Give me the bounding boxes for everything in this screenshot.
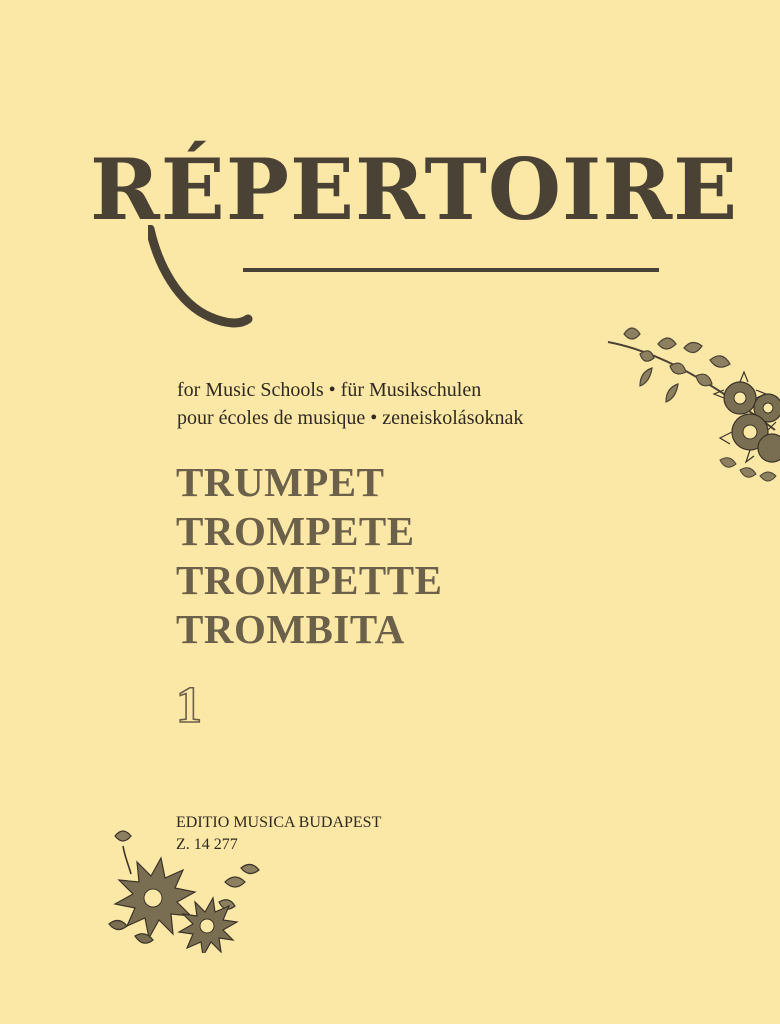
instrument-name: TROMBITA — [176, 606, 405, 652]
subtitle-line: pour écoles de musique • zeneiskolásoknak — [177, 407, 524, 429]
instrument-names — [176, 458, 442, 654]
title-swash — [148, 225, 258, 335]
volume-number: 1 — [176, 677, 202, 734]
instrument-name: TRUMPET — [176, 459, 385, 505]
instrument-name: TROMPETE — [176, 508, 415, 554]
subtitle-line: for Music Schools • für Musikschulen — [177, 379, 482, 401]
flower-cluster-icon — [95, 828, 270, 953]
instrument-name: TROMPETTE — [176, 557, 443, 603]
subtitle-block — [177, 376, 523, 432]
floral-branch-icon — [600, 320, 780, 490]
publisher-name: EDITIO MUSICA BUDAPEST — [176, 814, 382, 831]
title-underline — [243, 268, 659, 272]
catalog-number: Z. 14 277 — [176, 836, 238, 853]
cover-title: RÉPERTOIRE — [90, 140, 739, 239]
